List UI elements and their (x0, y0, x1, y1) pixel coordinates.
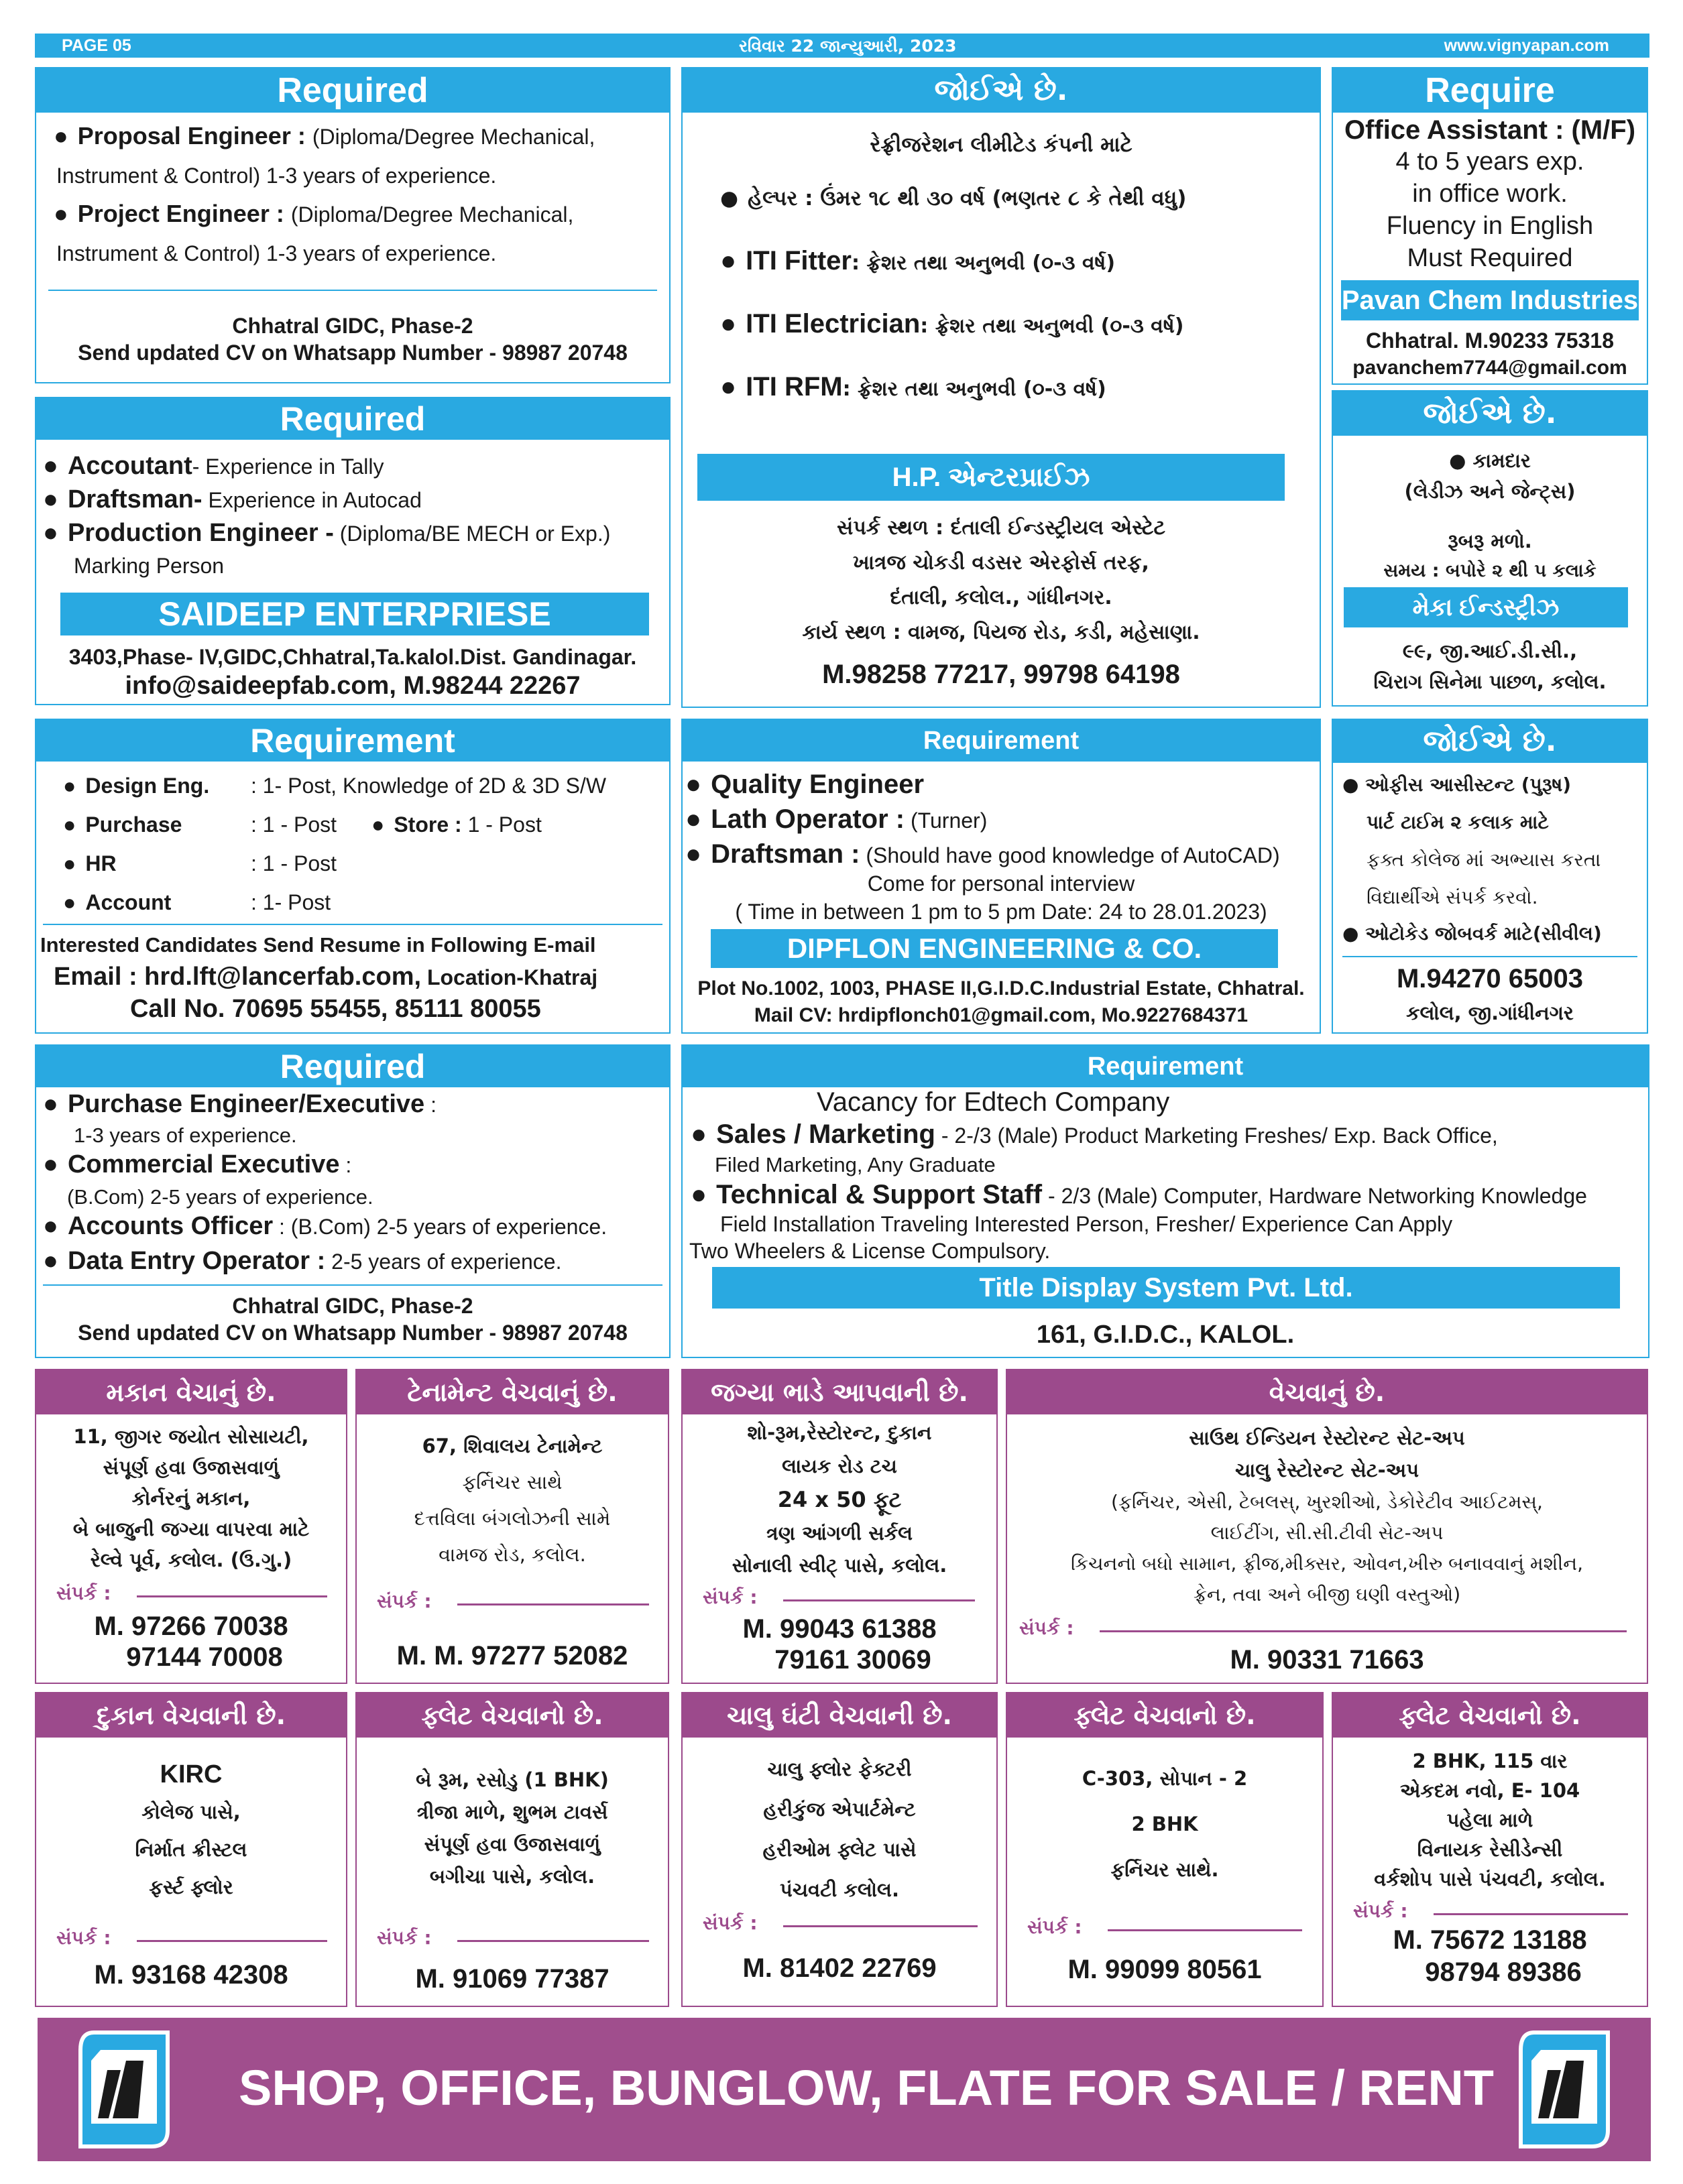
divider (1434, 1913, 1628, 1915)
contact-label: સંપર્ક : (377, 1590, 432, 1612)
address-text: કલોલ, જી.ગાંધીનગર (1406, 1002, 1574, 1024)
job-sub: Field Installation Traveling Interested Person, Fresher/ Experience Can Apply (720, 1212, 1453, 1236)
job-line: ● ઓફીસ આસીસ્ટન્ટ (પુરૂષ) (1342, 774, 1572, 796)
job-sub: (B.Com) 2-5 years of experience. (67, 1185, 373, 1209)
phone-number: M. 81402 22769 (742, 1953, 937, 1983)
ad-header: જોઈએ છે. (1333, 391, 1647, 436)
ad-saideep (35, 397, 671, 705)
ad-header: Requirement (36, 720, 669, 762)
job-item: ● Proposal Engineer : (Diploma/Degree Mechanical, (54, 122, 595, 150)
job-item: ● Accoutant- Experience in Tally (43, 452, 384, 481)
address-text: 3403,Phase- IV,GIDC,Chhatral,Ta.kalol.Dist. Gandinagar. (68, 645, 637, 669)
post-row: ● Account : 1- Post (63, 890, 171, 915)
classified-line: કિચનનો બધો સામાન, ફ્રીજ,મીક્સર, ઓવન,ખીરુ બનાવવાનું મશીન, (1071, 1553, 1583, 1575)
classified-header: જગ્યા ભાડે આપવાની છે. (683, 1370, 996, 1414)
info-line: ( Time in between 1 pm to 5 pm Date: 24 to 28.01.2023) (735, 900, 1267, 924)
contact-label: સંપર્ક : (377, 1927, 432, 1949)
address-line: કાર્ય સ્થળ : વામજ, પિયજ રોડ, કડી, મહેસાણા. (802, 621, 1200, 644)
email-line: Email : hrd.lft@lancerfab.com, Location-Khatraj (54, 963, 598, 991)
classified-line: કોલેજ પાસે, (141, 1801, 241, 1823)
classified-line: સંપૂર્ણ હવા ઉજાસવાળું (424, 1833, 601, 1856)
classified-shop (35, 1692, 347, 2007)
helper-line: ● હેલ્પર : ઉંમર ૧૮ થી ૩૦ વર્ષ (ભણતર ૮ કે તેથી વધુ) (720, 186, 1186, 211)
job-item: ● Commercial Executive : (43, 1150, 351, 1179)
job-item: ● Production Engineer - (Diploma/BE MECH or Exp.) (43, 519, 610, 548)
divider (1108, 1929, 1302, 1931)
job-item: ● Data Entry Operator : 2-5 years of experience. (43, 1247, 561, 1276)
classified-line: વામજ રોડ, કલોલ. (439, 1543, 586, 1566)
job-sub: 1-3 years of experience. (74, 1124, 297, 1147)
divider (783, 1925, 978, 1927)
job-item: ● Accounts Officer : (B.Com) 2-5 years of experience. (43, 1212, 607, 1241)
job-item: ● Draftsman : (Should have good knowledge of AutoCAD) (685, 839, 1280, 869)
job-item: ● ITI Fitter: ફ્રેશર તથા અનુભવી (૦-૩ વર્ષ) (720, 245, 1115, 276)
contact-label: સંપર્ક : (56, 1927, 111, 1949)
email-text[interactable]: pavanchem7744@gmail.com (1352, 357, 1627, 379)
job-item: ● Lath Operator : (Turner) (685, 804, 987, 835)
phone-number: M. 99099 80561 (1067, 1955, 1262, 1984)
divider (783, 1599, 975, 1601)
ad-meka-industries (1332, 390, 1648, 707)
classified-header: ફ્લેટ વેચવાનો છે. (1007, 1693, 1322, 1738)
classified-line: હરીકુંજ એપાર્ટમેન્ટ (763, 1798, 916, 1821)
classified-line: 24 x 50 ફૂટ (777, 1487, 902, 1512)
classified-line: બે રૂમ, રસોડુ (1 BHK) (416, 1768, 609, 1791)
job-detail: Instrument & Control) 1-3 years of experience. (56, 241, 497, 265)
ad-header: Required (36, 68, 669, 113)
classified-line: ત્રીજા માળે, શુભમ ટાવર્સ (416, 1801, 608, 1823)
classified-line: 2 BHK (1131, 1813, 1198, 1835)
classified-line: એકદમ નવો, E- 104 (1399, 1779, 1580, 1802)
classified-line: દત્તવિલા બંગલોઝની સામે (414, 1507, 611, 1530)
job-item: ● Quality Engineer (685, 770, 924, 800)
phone-number: M. M. 97277 52082 (396, 1641, 628, 1671)
divider (457, 1603, 649, 1605)
ad-lancerfab (35, 719, 671, 1034)
info-line: Come for personal interview (867, 871, 1135, 896)
classified-flat-e104 (1332, 1692, 1648, 2007)
phone-number: M. 90331 71663 (1230, 1645, 1424, 1675)
classified-header: વેચવાનું છે. (1007, 1370, 1647, 1414)
classified-line: (ફર્નિચર, એસી, ટેબલસ્, ખુરશીઓ, ડેકોરેટીવ આઈટમસ્, (1111, 1491, 1543, 1513)
classified-header: ફ્લેટ વેચવાનો છે. (1333, 1693, 1647, 1738)
contact-label: સંપર્ક : (1027, 1916, 1082, 1938)
classified-line: વર્કશોપ પાસે પંચવટી, કલોલ. (1374, 1868, 1606, 1890)
classified-line: વિનાયક રેસીડેન્સી (1417, 1838, 1563, 1861)
job-title: Office Assistant : (M/F) (1344, 115, 1636, 145)
divider (43, 1284, 662, 1286)
issue-date: રવિવાર 22 જાન્યુઆરી, 2023 (739, 36, 957, 56)
requirement-line: Must Required (1407, 244, 1573, 272)
contact-label: સંપર્ક : (703, 1912, 758, 1934)
job-item: ● ITI RFM: ફ્રેશર તથા અનુભવી (૦-૩ વર્ષ) (720, 371, 1106, 402)
ad-hp-enterprise (681, 67, 1321, 708)
phone-number: M. 93168 42308 (94, 1960, 288, 1990)
footer-banner (38, 2018, 1651, 2161)
job-item: ● Draftsman- Experience in Autocad (43, 485, 422, 514)
ad-dipflon (681, 719, 1321, 1034)
classified-line: C-303, સોપાન - 2 (1082, 1767, 1248, 1790)
logo-icon (74, 2030, 174, 2149)
call-line: Call No. 70695 55455, 85111 80055 (130, 995, 541, 1023)
location-text: Chhatral GIDC, Phase-2 (232, 314, 473, 338)
job-line: (લેડીઝ અને જેન્ટ્સ) (1404, 480, 1576, 503)
job-item: ● ITI Electrician: ફ્રેશર તથા અનુભવી (૦-૩ વર્ષ) (720, 308, 1183, 339)
job-item: ● Purchase Engineer/Executive : (43, 1090, 437, 1119)
phone-text: M.98258 77217, 99798 64198 (822, 660, 1180, 689)
logo-icon (1514, 2030, 1615, 2149)
classified-line: 11, જીગર જયોત સોસાયટી, (73, 1425, 309, 1448)
classified-line: શો-રૂમ,રેસ્ટોરન્ટ, દુકાન (747, 1421, 932, 1444)
ad-header: Requirement (683, 1046, 1648, 1087)
address-line: ખાત્રજ ચોકડી વડસર એરફોર્સ તરફ, (853, 551, 1149, 574)
company-name-stripe: Title Display System Pvt. Ltd. (712, 1267, 1620, 1309)
contact-text: Send updated CV on Whatsapp Number - 98987 20748 (78, 341, 628, 365)
ad-pavan-chem (1332, 67, 1648, 385)
job-line: રૂબરૂ મળો. (1448, 530, 1532, 552)
classified-header: દુકાન વેચવાની છે. (36, 1693, 346, 1738)
requirement-line: in office work. (1412, 180, 1568, 208)
contact-text: Send updated CV on Whatsapp Number - 98987 20748 (78, 1321, 628, 1345)
intro-text: Vacancy for Edtech Company (817, 1087, 1170, 1117)
classified-header: મકાન વેચાનું છે. (36, 1370, 346, 1414)
contact-label: સંપર્ક : (56, 1582, 111, 1604)
classified-line: બગીચા પાસે, કલોલ. (429, 1865, 595, 1888)
divider (457, 1940, 649, 1942)
job-line: ● ઓટોકેડ જોબવર્ક માટે(સીવીલ) (1342, 922, 1602, 945)
contact-text: info@saideepfab.com, M.98244 22267 (125, 672, 581, 700)
ad-office-assistant (1332, 719, 1648, 1034)
address-line: ચિરાગ સિનેમા પાછળ, કલોલ. (1373, 670, 1607, 693)
company-name-stripe: Pavan Chem Industries (1341, 280, 1639, 320)
classified-line: 2 BHK, 115 વાર (1412, 1750, 1568, 1772)
divider (48, 290, 657, 291)
phone-number: 98794 89386 (1425, 1957, 1582, 1987)
classified-line: બે બાજુની જગ્યા વાપરવા માટે (72, 1518, 310, 1540)
page-number: PAGE 05 (62, 36, 131, 55)
classified-restaurant (1006, 1369, 1648, 1684)
post-row: ● HR : 1 - Post (63, 851, 117, 876)
ad-header: જોઈએ છે. (683, 68, 1320, 113)
phone-number: M. 91069 77387 (415, 1964, 610, 1994)
contact-label: સંપર્ક : (1019, 1617, 1074, 1639)
classified-header: ચાલુ ઘંટી વેચવાની છે. (683, 1693, 996, 1738)
job-line: પાર્ટ ટાઈમ ૨ કલાક માટે (1367, 811, 1549, 833)
classified-line: ફ્રેન, તવા અને બીજી ઘણી વસ્તુઓ) (1193, 1583, 1461, 1605)
divider (43, 924, 662, 925)
ad-chhatral-gidc (35, 1044, 671, 1358)
address-line: સંપર્ક સ્થળ : દંતાલી ઈન્ડસ્ટ્રીયલ એસ્ટેટ (837, 516, 1165, 540)
classified-line: ચાલુ રેસ્ટોરન્ટ સેટ-અપ (1234, 1459, 1419, 1481)
job-sub: Filed Marketing, Any Graduate (715, 1153, 996, 1176)
classified-line: ત્રણ આંગળી સર્કલ (766, 1522, 913, 1544)
ad-header: Require (1333, 68, 1647, 113)
ad-proposal-engineer (35, 67, 671, 383)
classified-line: લાઈટીંગ, સી.સી.ટીવી સેટ-અપ (1210, 1522, 1444, 1544)
company-name-stripe: SAIDEEP ENTERPRIESE (60, 593, 649, 635)
ad-header: Required (36, 398, 669, 440)
page-header-bar (35, 34, 1649, 58)
website-link[interactable]: www.vignyapan.com (1444, 36, 1609, 55)
mail-text: Mail CV: hrdipflonch01@gmail.com, Mo.9227684371 (754, 1004, 1249, 1026)
footer-line: Two Wheelers & License Compulsory. (689, 1239, 1051, 1263)
phone-number: M. 97266 70038 (94, 1612, 288, 1641)
phone-number: 79161 30069 (774, 1645, 931, 1675)
job-item: ● Project Engineer : (Diploma/Degree Mechanical, (54, 200, 573, 228)
contact-label: સંપર્ક : (1353, 1900, 1408, 1922)
classified-house (35, 1369, 347, 1684)
address-line: ૯૯, જી.આઈ.ડી.સી., (1402, 640, 1578, 662)
classified-line: ફર્નિચર સાથે. (1110, 1858, 1219, 1881)
requirement-line: 4 to 5 years exp. (1395, 147, 1584, 176)
classified-header: ટેનામેન્ટ વેચવાનું છે. (357, 1370, 668, 1414)
job-line: વિદ્યાર્થીએ સંપર્ક કરવો. (1367, 886, 1538, 908)
classified-line: પહેલા માળે (1446, 1809, 1533, 1831)
company-intro: રેફ્રીજરેશન લીમીટેડ કંપની માટે (870, 133, 1133, 157)
classified-line: ફર્નિચર સાથે (462, 1471, 563, 1494)
address-line: દંતાલી, કલોલ., ગાંધીનગર. (890, 586, 1112, 609)
address-text: 161, G.I.D.C., KALOL. (1036, 1321, 1295, 1349)
divider (1342, 956, 1637, 957)
divider (137, 1940, 327, 1942)
job-line: ફક્ત કોલેજ માં અભ્યાસ કરતા (1367, 849, 1601, 871)
classified-line: લાયક રોડ ટચ (782, 1455, 897, 1477)
post-row: ● Purchase : 1 - Post ● Store : 1 - Post (63, 812, 666, 837)
classified-line: કોર્નરનું મકાન, (131, 1487, 251, 1510)
phone-number: 97144 70008 (126, 1642, 283, 1672)
phone-number: M. 75672 13188 (1393, 1925, 1587, 1955)
classified-line: સોનાલી સ્વીટ્ પાસે, કલોલ. (732, 1554, 947, 1577)
ad-title-display (681, 1044, 1649, 1358)
job-item: ● Technical & Support Staff - 2/3 (Male) Computer, Hardware Networking Knowledge (691, 1180, 1587, 1210)
classified-line: નિર્માત ક્રીસ્ટલ (135, 1838, 247, 1861)
address-text: Plot No.1002, 1003, PHASE II,G.I.D.C.Industrial Estate, Chhatral. (697, 977, 1305, 999)
divider (1100, 1630, 1627, 1632)
classified-line: KIRC (160, 1760, 223, 1788)
classified-line: સાઉથ ઈન્ડિયન રેસ્ટોરન્ટ સેટ-અપ (1189, 1427, 1465, 1449)
classified-line: 67, શિવાલય ટેનામેન્ટ (422, 1435, 603, 1457)
classified-line: પંચવટી કલોલ. (780, 1878, 899, 1901)
company-name-stripe: H.P. એન્ટરપ્રાઈઝ (697, 454, 1285, 501)
note-text: Interested Candidates Send Resume in Following E-mail (40, 933, 596, 957)
classified-flat-2bhk (1006, 1692, 1324, 2007)
classified-line: રેલ્વે પૂર્વ, કલોલ. (ઉ.ગુ.) (90, 1549, 292, 1571)
classified-line: સંપૂર્ણ હવા ઉજાસવાળું (103, 1456, 280, 1479)
classified-line: ફર્સ્ટ ફ્લોર (149, 1876, 233, 1898)
phone-number: M. 99043 61388 (742, 1614, 937, 1644)
location-text: Chhatral GIDC, Phase-2 (232, 1294, 473, 1318)
company-name-stripe: મેકા ઈન્ડસ્ટ્રીઝ (1344, 587, 1628, 627)
ad-header: Required (36, 1046, 669, 1087)
ad-header: જોઈએ છે. (1333, 720, 1647, 763)
job-line: ● કામદાર (1449, 449, 1531, 472)
job-line: સમય : બપોરે ૨ થી ૫ કલાકે (1383, 560, 1597, 581)
classified-header: ફ્લેટ વેચવાનો છે. (357, 1693, 668, 1738)
phone-text: M.94270 65003 (1396, 964, 1583, 993)
ad-header: Requirement (683, 720, 1320, 762)
classified-flour-mill (681, 1692, 998, 2007)
company-name-stripe: DIPFLON ENGINEERING & CO. (711, 929, 1278, 968)
job-detail: Instrument & Control) 1-3 years of experience. (56, 164, 497, 188)
job-item: ● Sales / Marketing - 2-/3 (Male) Product Marketing Freshes/ Exp. Back Office, (691, 1119, 1498, 1150)
classified-space-rent (681, 1369, 998, 1684)
classified-tenament (355, 1369, 669, 1684)
post-row: ● Design Eng. : 1- Post, Knowledge of 2D & 3D S/W (63, 774, 209, 798)
classified-flat-1bhk (355, 1692, 669, 2007)
classified-line: ચાલુ ફ્લોર ફેક્ટરી (767, 1758, 912, 1780)
requirement-line: Fluency in English (1386, 212, 1594, 240)
divider (137, 1595, 327, 1597)
phone-text: Chhatral. M.90233 75318 (1366, 328, 1614, 353)
extra-line: Marking Person (74, 554, 225, 578)
footer-text: SHOP, OFFICE, BUNGLOW, FLATE FOR SALE / RENT (239, 2060, 1494, 2116)
contact-label: સંપર્ક : (703, 1586, 758, 1608)
classified-line: હરીઓમ ફ્લેટ પાસે (762, 1838, 917, 1861)
